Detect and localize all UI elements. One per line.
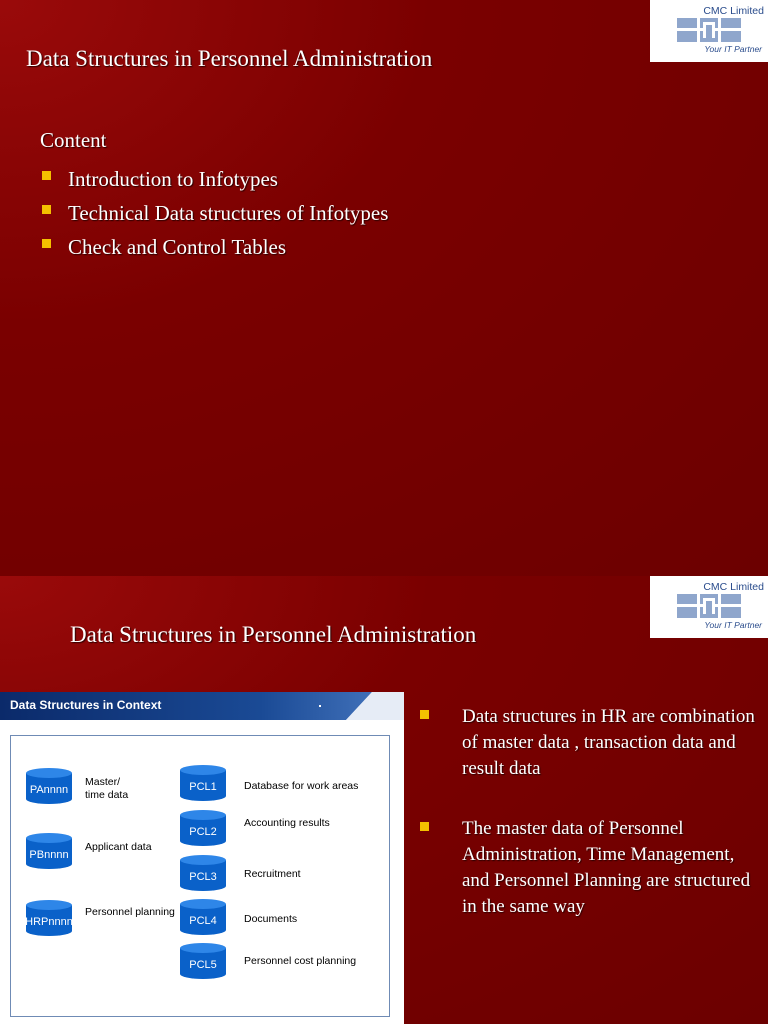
table-description: Master/ time data: [85, 776, 129, 801]
table-description: Personnel planning: [85, 906, 175, 918]
diagram-panel: [0, 692, 404, 1024]
list-item: [418, 704, 758, 782]
list-item: [40, 196, 388, 230]
table-description: Database for work areas: [244, 780, 359, 792]
slide-title: Data Structures in Personnel Administration: [70, 622, 477, 647]
database-cylinder-pcl4: [179, 898, 227, 936]
table-name: PCL2: [189, 826, 217, 838]
cmc-logo-mark-icon: [677, 594, 741, 618]
table-name: PCL1: [189, 781, 217, 793]
square-bullet-icon: [42, 171, 51, 180]
table-description: Applicant data: [85, 841, 152, 853]
explanation-list: [418, 704, 758, 954]
table-name: PBnnnn: [29, 849, 69, 861]
table-description: Documents: [244, 913, 298, 925]
list-item-text: Technical Data structures of Infotypes: [68, 201, 389, 225]
logo-name: CMC Limited: [703, 581, 764, 593]
table-name: HRPnnnn: [25, 916, 73, 928]
list-item: [418, 816, 758, 920]
slide-2: [0, 576, 768, 1024]
square-bullet-icon: [420, 822, 429, 831]
list-item: [40, 162, 388, 196]
database-cylinder-pcl1: [179, 764, 227, 802]
list-item-text: Data structures in HR are combination of master data , transaction data and result data: [462, 706, 755, 779]
logo-tagline: Your IT Partner: [704, 620, 762, 630]
cmc-logo: [650, 576, 768, 638]
database-cylinder-hrpnnnn: [25, 899, 73, 937]
logo-tagline: Your IT Partner: [704, 44, 762, 54]
content-list: [40, 162, 388, 264]
list-item-text: Introduction to Infotypes: [68, 167, 278, 191]
database-cylinder-pbnnnn: [25, 832, 73, 870]
table-name: PCL4: [189, 915, 217, 927]
table-name: PAnnnn: [29, 784, 69, 796]
list-item: [40, 230, 388, 264]
table-description: Accounting results: [244, 817, 330, 829]
content-heading: Content: [40, 128, 107, 152]
square-bullet-icon: [42, 239, 51, 248]
database-cylinder-panonn: [25, 767, 73, 805]
square-bullet-icon: [42, 205, 51, 214]
table-name: PCL5: [189, 959, 217, 971]
cmc-logo-mark-icon: [677, 18, 741, 42]
diagram-title: Data Structures in Context: [10, 698, 162, 712]
cmc-logo: [650, 0, 768, 62]
database-cylinder-pcl2: [179, 809, 227, 847]
slide-title: Data Structures in Personnel Administration: [26, 46, 433, 71]
table-description: Recruitment: [244, 868, 301, 880]
list-item-text: Check and Control Tables: [68, 235, 287, 259]
table-description: Personnel cost planning: [244, 955, 357, 967]
list-item-text: The master data of Personnel Administration, Time Management, and Personnel Planning are structured in the same way: [462, 818, 751, 917]
square-bullet-icon: [420, 710, 429, 719]
database-cylinder-pcl3: [179, 854, 227, 892]
diagram-box: [10, 735, 390, 1017]
database-cylinder-pcl5: [179, 942, 227, 980]
logo-name: CMC Limited: [703, 5, 764, 17]
table-name: PCL3: [189, 871, 217, 883]
